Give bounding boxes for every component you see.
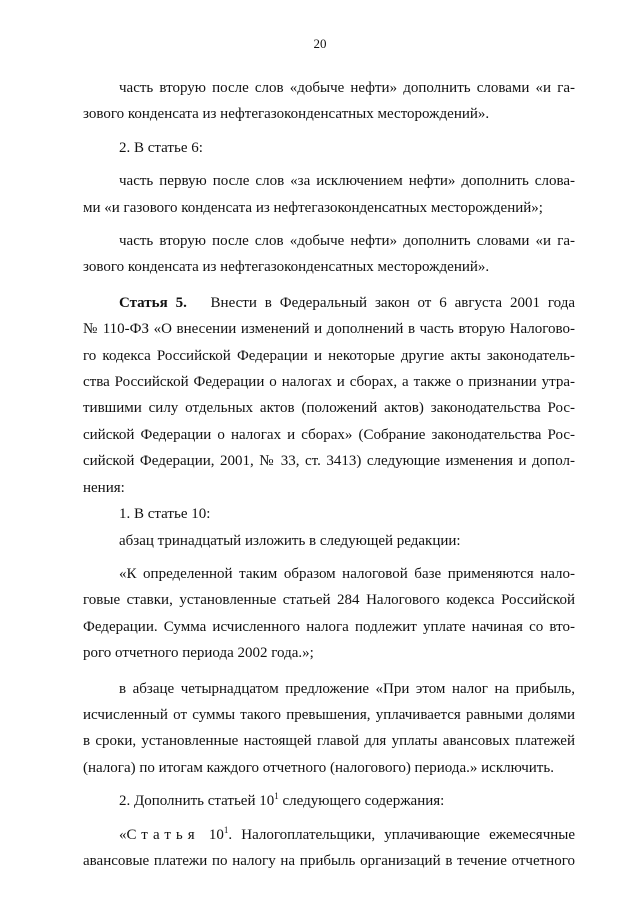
spaced-article-word: Статья bbox=[126, 826, 200, 843]
text-line bbox=[83, 788, 575, 814]
text-line: № 110-ФЗ «О внесении изменений и дополнений в часть вторую Налогово- bbox=[83, 321, 575, 338]
text-line: сийской Федерации о налогах и сборах» (Собрание законодательства Рос- bbox=[83, 426, 575, 443]
text-line: го кодекса Российской Федерации и некоторые другие акты законодатель- bbox=[83, 347, 575, 364]
text-fragment: « bbox=[119, 826, 127, 843]
text-line: нения: bbox=[83, 479, 125, 496]
text-line: часть вторую после слов «добыче нефти» дополнить словами «и га- bbox=[119, 233, 575, 250]
text-line bbox=[83, 290, 575, 316]
superscript: 1 bbox=[274, 791, 279, 802]
document-body bbox=[83, 75, 575, 874]
text-line: Федерации. Сумма исчисленного налога подлежит уплате начиная со вто- bbox=[83, 618, 575, 635]
text-line: зового конденсата из нефтегазоконденсатных месторождений». bbox=[83, 106, 490, 123]
text-line: исчисленный от суммы такого превышения, уплачивается равными долями bbox=[83, 706, 575, 723]
text-line: рого отчетного периода 2002 года.»; bbox=[83, 645, 314, 662]
text-line: «К определенной таким образом налоговой базе применяются нало- bbox=[119, 565, 575, 582]
text-line: 1. В статье 10: bbox=[119, 506, 211, 523]
text-line: в абзаце четырнадцатом предложение «При этом налог на прибыль, bbox=[119, 680, 575, 697]
paragraph-quote-13 bbox=[83, 561, 575, 667]
paragraph-7 bbox=[83, 528, 575, 554]
text-fragment: следующего содержания: bbox=[278, 793, 445, 810]
page-number: 20 bbox=[313, 36, 327, 51]
text-line: зового конденсата из нефтегазоконденсатных месторождений». bbox=[83, 259, 490, 276]
paragraph-6 bbox=[83, 501, 575, 527]
paragraph-item-2 bbox=[83, 788, 575, 814]
text-fragment: 10 bbox=[199, 826, 224, 843]
text-line: в сроки, установленные настоящей главой для уплаты авансовых платежей bbox=[83, 733, 575, 750]
text-line: (налога) по итогам каждого отчетного (налогового) периода.» исключить. bbox=[83, 759, 554, 776]
text-fragment: 2. Дополнить статьей 10 bbox=[119, 793, 275, 810]
paragraph-1 bbox=[83, 75, 575, 128]
paragraph-article-10-1 bbox=[83, 822, 575, 875]
article-intro-text: Внести в Федеральный закон от 6 августа 2001 года bbox=[210, 294, 576, 311]
text-line: ства Российской Федерации о налогах и сборах, а также о признании утра- bbox=[83, 374, 575, 391]
superscript: 1 bbox=[223, 824, 229, 835]
text-fragment: . Налогоплательщики, уплачивающие ежемесячные bbox=[228, 826, 575, 843]
text-line: авансовые платежи по налогу на прибыль организаций в течение отчетного bbox=[83, 852, 575, 869]
text-line bbox=[83, 822, 575, 848]
text-line: сийской Федерации, 2001, № 33, ст. 3413) следующие изменения и допол- bbox=[83, 453, 575, 470]
paragraph-3 bbox=[83, 168, 575, 221]
paragraph-2 bbox=[83, 135, 575, 161]
text-line: ми «и газового конденсата из нефтегазоконденсатных месторождений»; bbox=[83, 199, 543, 216]
text-line: говые ставки, установленные статьей 284 Налогового кодекса Российской bbox=[83, 592, 575, 609]
paragraph-article-5 bbox=[83, 290, 575, 501]
paragraph-abzac-14 bbox=[83, 676, 575, 782]
text-line: абзац тринадцатый изложить в следующей редакции: bbox=[119, 532, 461, 549]
paragraph-4 bbox=[83, 228, 575, 281]
text-line: тившими силу отдельных актов (положений актов) законодательства Рос- bbox=[83, 400, 575, 417]
text-line: часть вторую после слов «добыче нефти» дополнить словами «и га- bbox=[119, 80, 575, 96]
text-line: 2. В статье 6: bbox=[119, 139, 203, 156]
article-label: Статья 5. bbox=[119, 294, 187, 311]
text-line: часть первую после слов «за исключением нефти» дополнить слова- bbox=[119, 173, 575, 190]
